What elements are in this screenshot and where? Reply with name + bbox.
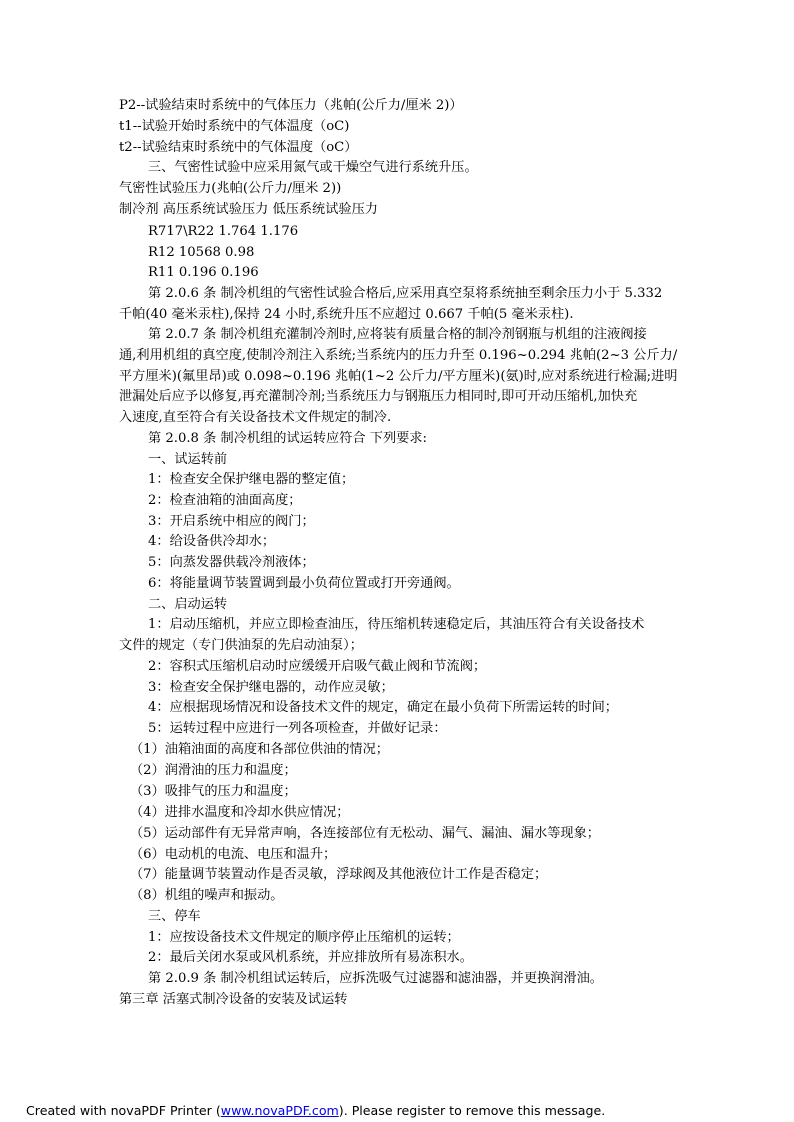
text-line: 入速度,直至符合有关设备技术文件规定的制冷. [119,410,392,425]
text-line: （5）运动部件有无异常声响，各连接部位有无松动、漏气、漏油、漏水等现象； [130,826,600,841]
text-line: 第 2.0.6 条 制冷机组的气密性试验合格后,应采用真空泵将系统抽至剩余压力小于 5.332 [148,286,663,301]
text-line: （4）进排水温度和冷却水供应情况； [130,805,350,820]
text-line: 通,利用机组的真空度,使制冷剂注入系统;当系统内的压力升至 0.196~0.294 兆帕(2~3 公斤力/ [119,348,678,363]
footer-prefix: Created with novaPDF Printer ( [26,1103,221,1118]
footer-link[interactable]: www.novaPDF.com [220,1103,339,1118]
text-line: R12 10568 0.98 [148,245,255,260]
text-line: P2--试验结束时系统中的气体压力（兆帕(公斤力/厘米 2)） [119,98,463,113]
text-line: 第 2.0.8 条 制冷机组的试运转应符合 下列要求: [148,431,427,446]
text-line: 泄漏处后应予以修复,再充灌制冷剂;当系统压力与钢瓶压力相同时,即可开动压缩机,加快充 [119,389,638,404]
text-line: （3）吸排气的压力和温度； [130,784,297,799]
text-line: （8）机组的噪声和振动。 [130,888,284,903]
text-line: 4：应根据现场情况和设备技术文件的规定，确定在最小负荷下所需运转的时间； [148,700,618,715]
text-line: （7）能量调节装置动作是否灵敏，浮球阀及其他液位计工作是否稳定； [130,867,548,882]
text-line: 5：向蒸发器供载冷剂液体； [148,555,315,570]
text-line: t2--试验结束时系统中的气体温度（oC） [119,140,358,155]
text-line: 1：应按设备技术文件规定的顺序停止压缩机的运转； [148,930,460,945]
text-line: 2：最后关闭水泵或风机系统，并应排放所有易冻积水。 [148,950,473,965]
text-line: 三、停车 [148,909,201,924]
chapter-heading: 第三章 活塞式制冷设备的安装及试运转 [119,992,348,1007]
text-line: 平方厘米)(氟里昂)或 0.098~0.196 兆帕(1~2 公斤力/平方厘米)(氨)时,应对系统进行检漏;进明 [119,369,678,384]
text-line: 4：给设备供冷却水； [148,534,276,549]
text-line: 一、试运转前 [148,452,228,467]
text-line: 1：检查安全保护继电器的整定值； [148,472,355,487]
text-line: 气密性试验压力(兆帕(公斤力/厘米 2)) [119,181,342,196]
text-line: 第 2.0.7 条 制冷机组充灌制冷剂时,应将装有质量合格的制冷剂钢瓶与机组的注液阀接 [148,327,647,342]
text-line: 3：开启系统中相应的阀门； [148,514,315,529]
text-line: （2）润滑油的压力和温度； [130,763,297,778]
footer-suffix: ). Please register to remove this message. [338,1103,606,1118]
text-line: 3：检查安全保护继电器的，动作应灵敏； [148,680,394,695]
text-line: R11 0.196 0.196 [148,265,259,280]
text-line: 2：容积式压缩机启动时应缓缓开启吸气截止阀和节流阀； [148,659,487,674]
text-line: 5：运转过程中应进行一列各项检查，并做好记录： [148,721,447,736]
text-line: R717\R22 1.764 1.176 [148,224,299,239]
text-line: t1--试验开始时系统中的气体温度（oC) [119,119,350,134]
text-line: 制冷剂 高压系统试验压力 低压系统试验压力 [119,202,378,217]
text-line: 二、启动运转 [148,597,228,612]
text-line: 6：将能量调节装置调到最小负荷位置或打开旁通阀。 [148,576,460,591]
text-line: （6）电动机的电流、电压和温升； [130,847,337,862]
watermark-footer [26,1103,605,1118]
text-line: 1：启动压缩机，并应立即检查油压，待压缩机转速稳定后，其油压符合有关设备技术 [148,617,645,632]
text-line: （1）油箱油面的高度和各部位供油的情况； [130,742,389,757]
text-line: 三、气密性试验中应采用氮气或干燥空气进行系统升压。 [148,160,478,175]
text-line: 千帕(40 毫米汞柱),保持 24 小时,系统升压不应超过 0.667 千帕(5 毫米汞柱). [119,307,574,322]
text-line: 文件的规定（专门供油泵的先启动油泵）； [119,638,363,653]
text-line: 2：检查油箱的油面高度； [148,493,302,508]
text-line: 第 2.0.9 条 制冷机组试运转后，应拆洗吸气过滤器和滤油器，并更换润滑油。 [148,971,603,986]
